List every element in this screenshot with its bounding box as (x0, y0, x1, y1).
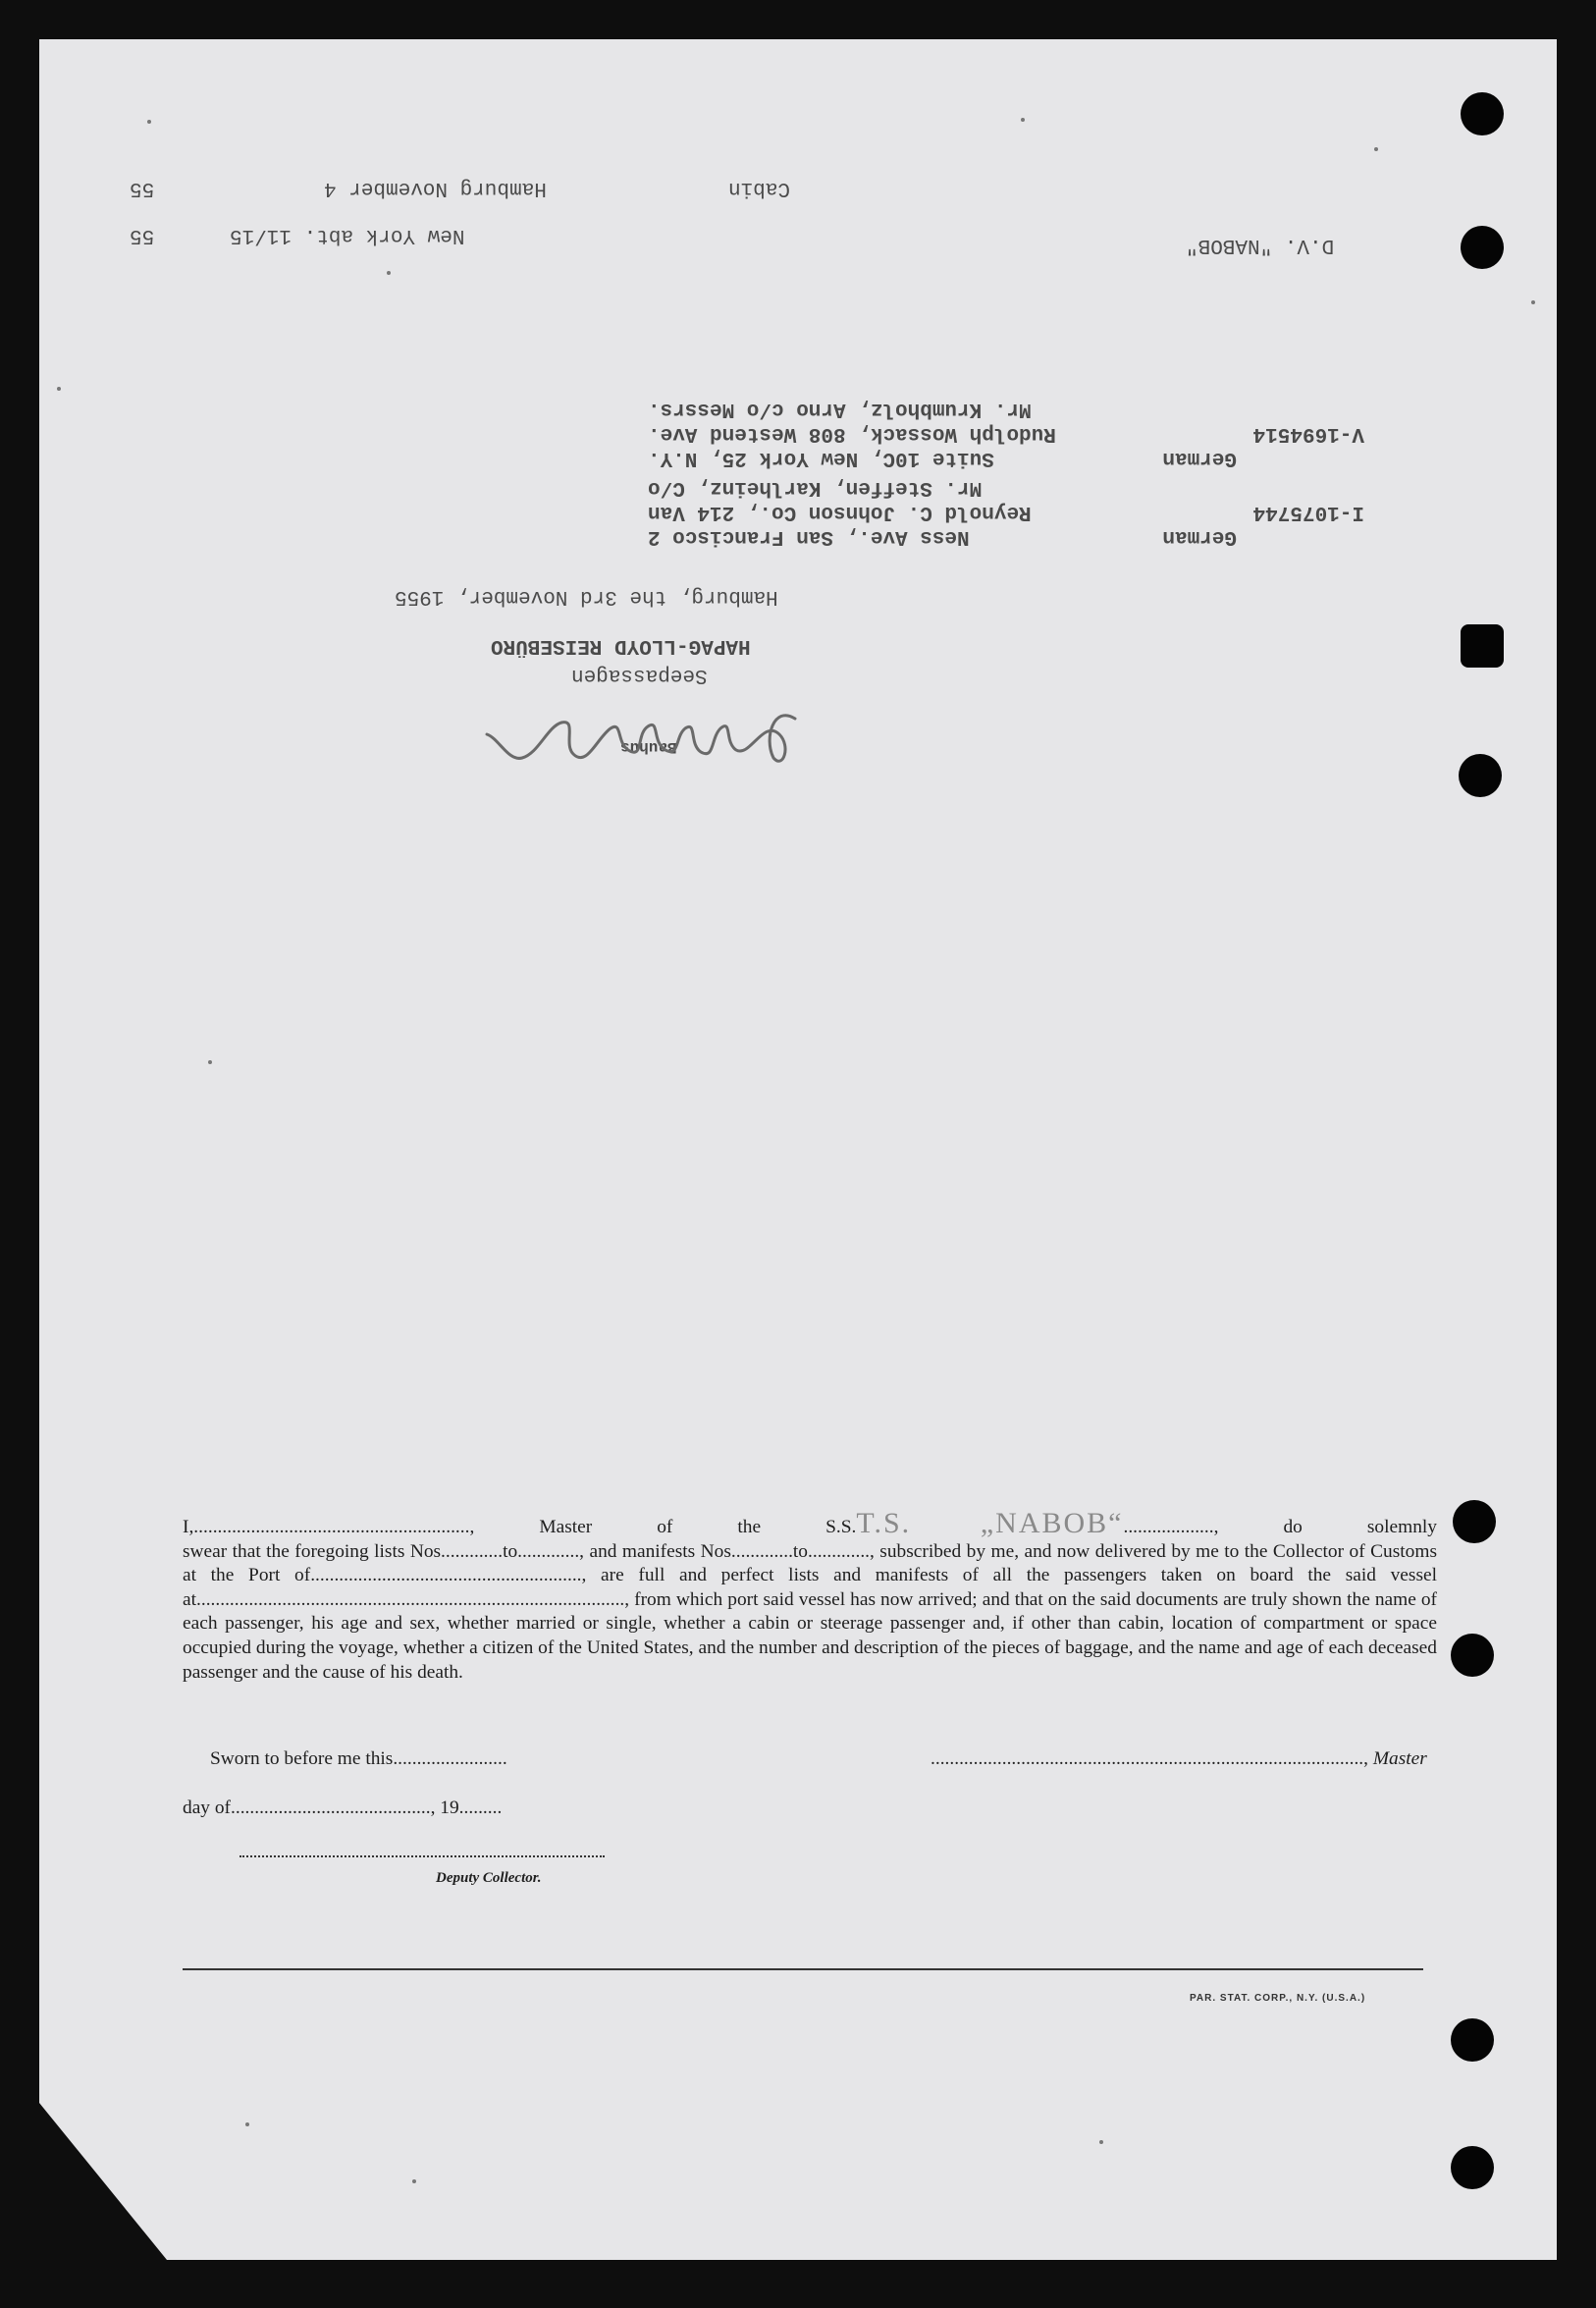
punch-hole (1461, 92, 1504, 135)
handwritten-signature (479, 699, 803, 772)
passenger-block (648, 391, 1374, 548)
passenger-line: Suite 10C, New York 25, N.Y. (648, 447, 994, 469)
sworn-line: Sworn to before me this........................ (210, 1748, 507, 1769)
passenger-id: German (1162, 447, 1237, 469)
passenger-line: Mr. Krumbholz, Arno c/o Messrs. (648, 398, 1032, 420)
manifest-page (39, 39, 1557, 2260)
passenger-line: Rudolph Wossack, 808 Westend Ave. (648, 422, 1056, 445)
agency-name: HAPAG-LLOYD REISEBÜRO (491, 634, 751, 657)
punch-hole (1451, 1634, 1494, 1677)
header-arrival-year: 55 (130, 224, 155, 246)
master-signature-line: ..........................................................................................., Master (931, 1748, 1427, 1769)
punch-hole (1461, 226, 1504, 269)
oath-statement (183, 1507, 1437, 1685)
master-label: Master (1372, 1748, 1427, 1769)
punch-hole (1461, 624, 1504, 668)
header-arrival: New York abt. 11/15 (230, 224, 465, 246)
passenger-id: I-1075744 (1252, 501, 1364, 523)
passenger-line: Mr. Steffen, Karlheinz, C/o (648, 476, 983, 499)
punch-hole (1459, 754, 1502, 797)
deputy-signature-line (239, 1855, 605, 1857)
punch-hole (1451, 2018, 1494, 2062)
oath-first-line-end: ..................., do solemnly (1123, 1517, 1437, 1537)
header-departure: Hamburg November 4 (324, 177, 547, 199)
oath-first-line: I,.........................................................., Master of the S.S. (183, 1517, 857, 1537)
passenger-line: Reynold C. Johnson Co., 214 Van (648, 501, 1032, 523)
printer-imprint: PAR. STAT. CORP., N.Y. (U.S.A.) (1190, 1993, 1366, 2004)
ship-stamp: T.S. „NABOB“ (856, 1507, 1124, 1539)
oath-body: swear that the foregoing lists Nos.............to............., and manifests Nos.............to............., subscribed by me, and now delivered by me to the Collector of Customs at the Port of........................................................., are full and perfect lists and manifests of all the passengers taken on board the said vessel at.........................................................................................., from which port said vessel has now arrived; and that on the said documents are truly shown the name of each passenger, his age and sex, whether married or single, whether a cabin or steerage passenger and, if other than cabin, location of compartment or space occupied during the voyage, whether a citizen of the United States, and the number and description of the pieces of baggage, and the name and age of each deceased passenger and the cause of his death. (183, 1540, 1437, 1683)
agency-dept: Seepassagen (571, 664, 708, 686)
signature-label: Bauhus (620, 738, 677, 756)
header-cabin: Cabin (728, 177, 791, 199)
header-vessel: D.V. "NABOB" (1186, 234, 1335, 256)
passenger-id: German (1162, 525, 1237, 548)
passenger-line: Ness Ave., San Francisco 2 (648, 525, 970, 548)
punch-hole (1451, 2146, 1494, 2189)
agency-date: Hamburg, the 3rd November, 1955 (395, 585, 778, 608)
deputy-collector-label: Deputy Collector. (436, 1870, 542, 1886)
punch-hole (1453, 1500, 1496, 1543)
passenger-id: V-1694514 (1252, 422, 1364, 445)
divider (183, 1968, 1423, 1970)
header-departure-year: 55 (130, 177, 155, 199)
day-line: day of.........................................., 19......... (183, 1798, 503, 1818)
